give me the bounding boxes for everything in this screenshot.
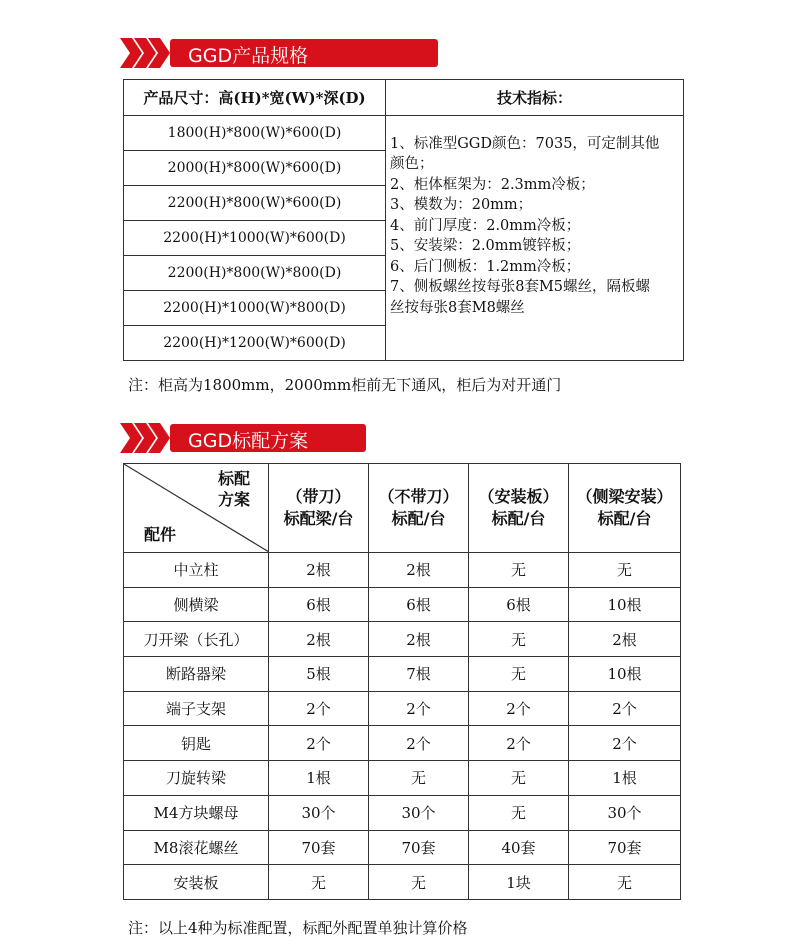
value-cell: 无 [269,865,369,900]
plan-header-line: 标配/台 [491,509,546,528]
value-cell: 无 [369,761,469,796]
value-cell: 70套 [269,830,369,865]
table-row [124,657,681,692]
value-cell: 30个 [269,795,369,830]
part-cell: 端子支架 [124,691,269,726]
table-row [124,795,681,830]
corner-header-cell [124,464,269,553]
value-cell: 2根 [369,553,469,588]
corner-top-label [218,468,250,510]
part-cell: 侧横梁 [124,587,269,622]
tech-line: 7、侧板螺丝按每张8套M5螺丝，隔板螺 [390,279,651,296]
size-cell: 2200(H)*1000(W)*600(D) [124,221,386,256]
tech-line: 5、安装梁：2.0mm镀锌板； [390,238,581,255]
value-cell: 6根 [469,587,569,622]
value-cell: 2根 [269,553,369,588]
value-cell: 无 [569,865,681,900]
size-cell: 2200(H)*1200(W)*600(D) [124,326,386,361]
value-cell: 2根 [269,622,369,657]
tech-line: 3、模数为：20mm； [390,197,533,214]
value-cell: 2个 [469,726,569,761]
value-cell: 70套 [369,830,469,865]
value-cell: 无 [469,761,569,796]
value-cell: 10根 [569,657,681,692]
part-cell: 刀旋转梁 [124,761,269,796]
value-cell: 5根 [269,657,369,692]
corner-top-line: 标配 [217,469,250,488]
table-row [124,830,681,865]
chevron-arrows-icon [120,38,172,68]
plan-header-line: （带刀） [286,487,351,506]
size-cell: 2200(H)*800(W)*600(D) [124,186,386,221]
plan-header-line: 标配梁/台 [283,509,354,528]
size-cell: 2200(H)*1000(W)*800(D) [124,291,386,326]
tech-line: 1、标准型GGD颜色：7035，可定制其他 [390,135,660,152]
plan-header [569,464,681,553]
part-cell: 断路器梁 [124,657,269,692]
plan-header-line: 标配/台 [391,509,446,528]
value-cell: 无 [469,657,569,692]
table-header-row [124,464,681,553]
value-cell: 10根 [569,587,681,622]
part-cell: M4方块螺母 [124,795,269,830]
table-row [124,691,681,726]
plan-header-line: 标配/台 [597,509,652,528]
value-cell: 2个 [569,691,681,726]
part-cell: M8滚花螺丝 [124,830,269,865]
value-cell: 2个 [269,691,369,726]
value-cell: 无 [469,795,569,830]
table-header-row [124,80,684,116]
table-row [124,726,681,761]
value-cell: 2个 [569,726,681,761]
table-row [124,553,681,588]
size-cell: 2200(H)*800(W)*800(D) [124,256,386,291]
value-cell: 1块 [469,865,569,900]
value-cell: 6根 [269,587,369,622]
table-row [124,865,681,900]
tech-line: 颜色； [390,156,434,173]
value-cell: 30个 [369,795,469,830]
value-cell: 无 [369,865,469,900]
plan-header-line: （侧梁安装） [576,487,673,506]
size-cell: 2000(H)*800(W)*600(D) [124,151,386,186]
value-cell: 2个 [369,691,469,726]
value-cell: 7根 [369,657,469,692]
spec-table [123,79,684,361]
value-cell: 2根 [569,622,681,657]
plan-header-line: （安装板） [478,487,559,506]
table-row [124,116,684,151]
section-title: GGD标配方案 [188,430,309,452]
table-row [124,622,681,657]
config-table [123,463,681,900]
title-ribbon [170,39,438,67]
config-note: 注：以上4种为标准配置，标配外配置单独计算价格 [128,919,468,937]
part-cell: 钥匙 [124,726,269,761]
title-ribbon [170,424,366,452]
plan-header [469,464,569,553]
part-cell: 安装板 [124,865,269,900]
value-cell: 无 [469,553,569,588]
corner-bottom-label: 配件 [144,525,177,544]
value-cell: 1根 [269,761,369,796]
value-cell: 2根 [369,622,469,657]
header-size: 产品尺寸：高(H)*宽(W)*深(D) [124,80,386,116]
table-row [124,761,681,796]
corner-top-line: 方案 [217,490,250,509]
value-cell: 无 [469,622,569,657]
chevron-arrows-icon [120,423,172,453]
plan-header-line: （不带刀） [378,487,459,506]
tech-line: 6、后门侧板：1.2mm冷板； [390,258,581,275]
tech-line: 丝按每张8套M8螺丝 [390,299,525,316]
value-cell: 2个 [469,691,569,726]
size-cell: 1800(H)*800(W)*600(D) [124,116,386,151]
table-row [124,587,681,622]
value-cell: 70套 [569,830,681,865]
value-cell: 40套 [469,830,569,865]
value-cell: 6根 [369,587,469,622]
value-cell: 1根 [569,761,681,796]
tech-line: 4、前门厚度：2.0mm冷板； [390,217,581,234]
part-cell: 刀开梁（长孔） [124,622,269,657]
section-title: GGD产品规格 [188,45,309,67]
plan-header [269,464,369,553]
value-cell: 2个 [269,726,369,761]
part-cell: 中立柱 [124,553,269,588]
value-cell: 30个 [569,795,681,830]
plan-header [369,464,469,553]
value-cell: 2个 [369,726,469,761]
tech-spec-cell [386,116,684,361]
value-cell: 无 [569,553,681,588]
tech-line: 2、柜体框架为：2.3mm冷板； [390,176,595,193]
header-tech: 技术指标： [386,80,684,116]
spec-note: 注：柜高为1800mm，2000mm柜前无下通风，柜后为对开通门 [128,376,562,394]
